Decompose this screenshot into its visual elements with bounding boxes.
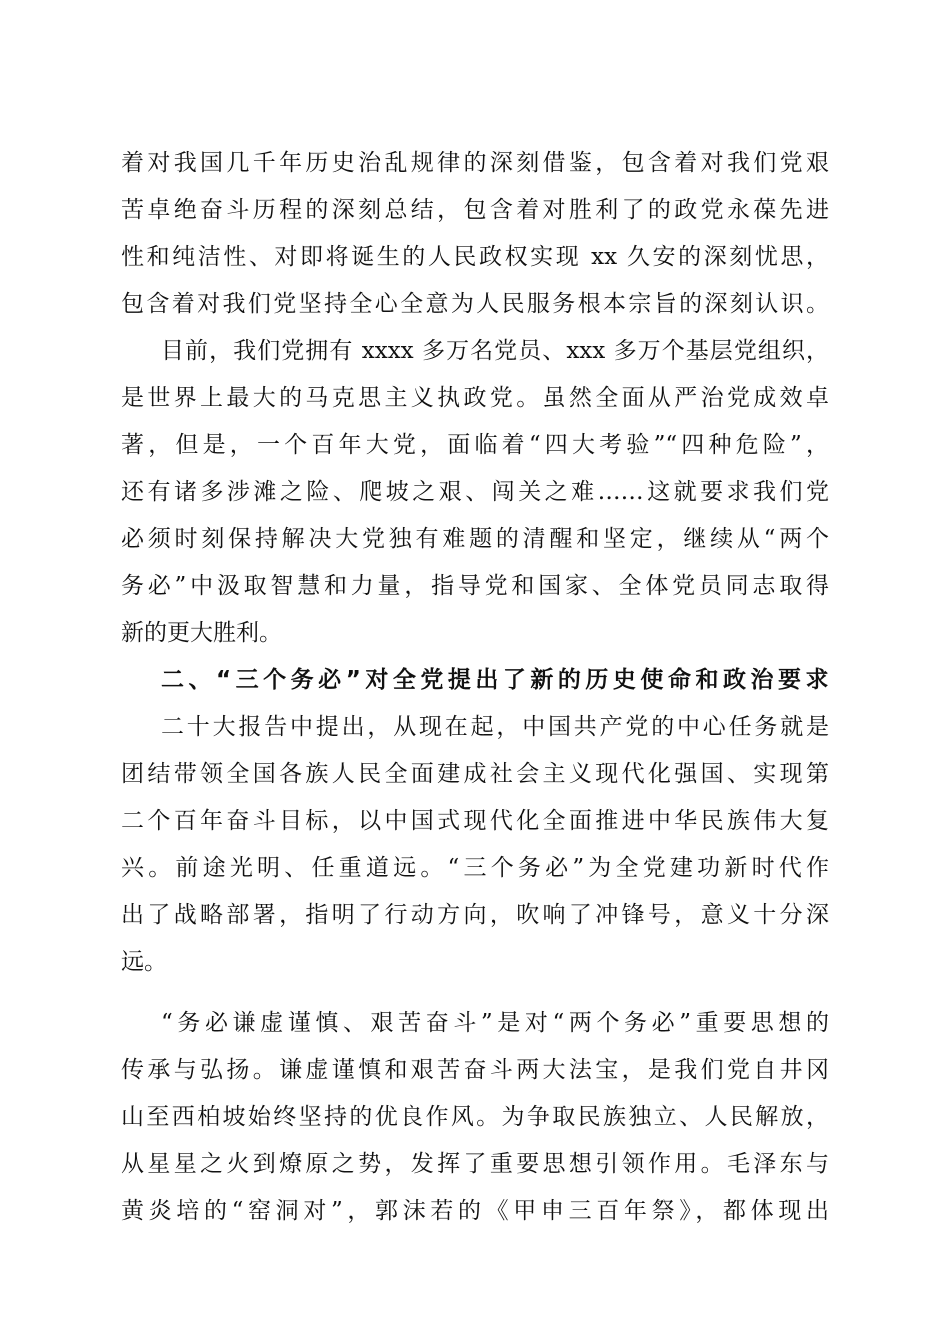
text-line: 二十大报告中提出，从现在起，中国共产党的中心任务就是 (161, 714, 829, 740)
paragraph (121, 1000, 829, 1235)
document-body (121, 140, 829, 1235)
text-line: 还有诸多涉滩之险、爬坡之艰、闯关之难……这就要求我们党 (121, 479, 829, 505)
paragraph (121, 140, 829, 328)
text-line: 传承与弘扬。谦虚谨慎和艰苦奋斗两大法宝，是我们党自井冈 (121, 1057, 829, 1083)
text-line: 远。 (121, 949, 167, 975)
text-line: 山至西柏坡始终坚持的优良作风。为争取民族独立、人民解放， (121, 1104, 829, 1130)
text-line: 务必”中汲取智慧和力量，指导党和国家、全体党员同志取得 (121, 573, 829, 599)
paragraph (121, 704, 829, 986)
text-line: 苦卓绝奋斗历程的深刻总结，包含着对胜利了的政党永葆先进 (121, 197, 829, 223)
text-line: 必须时刻保持解决大党独有难题的清醒和坚定，继续从“两个 (121, 526, 829, 552)
text-line: 目前，我们党拥有 xxxx 多万名党员、xxx 多万个基层党组织， (161, 338, 829, 364)
text-line: 黄炎培的“窑洞对”，郭沫若的《甲申三百年祭》，都体现出 (121, 1198, 829, 1224)
text-line: 著，但是，一个百年大党，面临着“四大考验”“四种危险”， (121, 432, 829, 458)
text-line: 兴。前途光明、任重道远。“三个务必”为全党建功新时代作 (121, 855, 829, 881)
text-line: 包含着对我们党坚持全心全意为人民服务根本宗旨的深刻认识。 (121, 291, 829, 317)
text-line: 着对我国几千年历史治乱规律的深刻借鉴，包含着对我们党艰 (121, 150, 829, 176)
text-line: 二个百年奋斗目标，以中国式现代化全面推进中华民族伟大复 (121, 808, 829, 834)
text-line: 性和纯洁性、对即将诞生的人民政权实现 xx 久安的深刻忧思， (121, 244, 829, 270)
text-line: 是世界上最大的马克思主义执政党。虽然全面从严治党成效卓 (121, 385, 829, 411)
section-heading: 二、“三个务必”对全党提出了新的历史使命和政治要求 (161, 667, 829, 693)
text-line: 新的更大胜利。 (121, 620, 282, 646)
text-line: “务必谦虚谨慎、艰苦奋斗”是对“两个务必”重要思想的 (161, 1010, 829, 1036)
text-line: 出了战略部署，指明了行动方向，吹响了冲锋号，意义十分深 (121, 902, 829, 928)
paragraph-gap (121, 986, 829, 1000)
text-line: 团结带领全国各族人民全面建成社会主义现代化强国、实现第 (121, 761, 829, 787)
text-line: 从星星之火到燎原之势，发挥了重要思想引领作用。毛泽东与 (121, 1151, 829, 1177)
paragraph (121, 328, 829, 657)
